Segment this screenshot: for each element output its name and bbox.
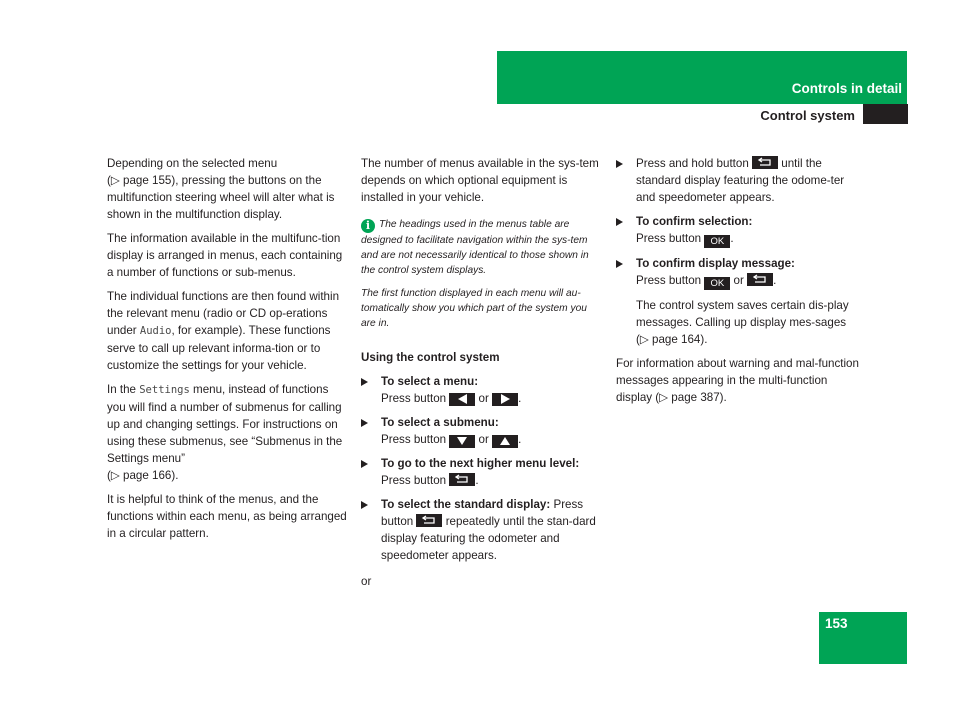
- ok-button-icon: OK: [704, 277, 730, 290]
- paragraph-menu-count: The number of menus available in the sys-tem depends on which optional equipment is installed in your vehicle.: [361, 157, 599, 204]
- step-higher-menu-level: To go to the next higher menu level: Press button .: [361, 455, 603, 489]
- paragraph-menus-arrangement: The information available in the multifunc-tion display is arranged in menus, each containing a number of functions or sub-menus.: [107, 232, 343, 279]
- paragraph-warning-info: For information about warning and mal-function messages appearing in the multi-function display (▷ page 387).: [616, 357, 859, 404]
- back-button-icon: [747, 273, 773, 286]
- step-select-submenu: To select a submenu: Press button or .: [361, 414, 603, 448]
- back-button-icon: [449, 473, 475, 486]
- info-note-first-function: The first function displayed in each menu will au-tomatically show you which part of the system you are in.: [361, 288, 587, 329]
- step-select-menu: To select a menu: Press button or .: [361, 373, 603, 407]
- bullet-arrow-icon: [361, 460, 368, 468]
- paragraph-functions: The individual functions are then found within the relevant menu (radio or CD op-erations under Audio, for example). These functions serve to call up relevant informa-tion or to customize the settings for your vehicle.: [107, 290, 340, 372]
- back-button-icon: [752, 156, 778, 169]
- section-title: Controls in detail: [791, 81, 902, 96]
- section-subtitle: Control system: [760, 108, 855, 123]
- page-number: 153: [825, 616, 848, 631]
- up-arrow-button-icon: [492, 435, 518, 448]
- bullet-arrow-icon: [616, 260, 623, 268]
- paragraph-menu-intro: Depending on the selected menu (▷ page 155), pressing the buttons on the multifunction steering wheel will alter what is shown in the multifunction display.: [107, 157, 335, 221]
- bullet-arrow-icon: [616, 218, 623, 226]
- bullet-arrow-icon: [361, 419, 368, 427]
- back-button-icon: [416, 514, 442, 527]
- or-word: or: [361, 575, 372, 588]
- column-left: [107, 155, 349, 549]
- paragraph-settings-submenus: In the Settings menu, instead of functions you will find a number of submenus for calling up and changing settings. For instructions on using these submenus, see “Submenus in the Settings menu” (▷ page 166).: [107, 383, 343, 482]
- right-arrow-button-icon: [492, 393, 518, 406]
- bullet-arrow-icon: [361, 501, 368, 509]
- ok-button-icon: OK: [704, 235, 730, 248]
- step-confirm-selection: To confirm selection: Press button OK .: [616, 213, 861, 248]
- down-arrow-button-icon: [449, 435, 475, 448]
- bullet-arrow-icon: [361, 378, 368, 386]
- heading-using-control-system: Using the control system: [361, 351, 500, 364]
- display-text-audio: Audio: [139, 325, 172, 337]
- column-middle: [361, 155, 603, 597]
- step-standard-display: To select the standard display: Press button repeatedly until the stan-dard display featuring the odometer and speedometer appears.: [361, 496, 603, 564]
- display-text-settings: Settings: [139, 384, 190, 396]
- left-arrow-button-icon: [449, 393, 475, 406]
- info-icon: i: [361, 219, 375, 233]
- paragraph-saves-messages: The control system saves certain dis-play messages. Calling up display mes-sages (▷ page 164).: [636, 299, 849, 346]
- paragraph-circular-pattern: It is helpful to think of the menus, and the functions within each menu, as being arranged in a circular pattern.: [107, 493, 347, 540]
- header-tab-marker: [863, 104, 908, 124]
- column-right: [616, 155, 861, 413]
- bullet-arrow-icon: [616, 160, 623, 168]
- step-press-hold-back: Press and hold button until the standard display featuring the odome-ter and speedometer appears.: [616, 155, 861, 206]
- info-note-headings: i The headings used in the menus table are designed to facilitate navigation within the sys-tem and are not necessarily identical to those shown in the control system displays.: [361, 219, 589, 276]
- step-confirm-display-message: To confirm display message: Press button OK or .: [616, 255, 861, 290]
